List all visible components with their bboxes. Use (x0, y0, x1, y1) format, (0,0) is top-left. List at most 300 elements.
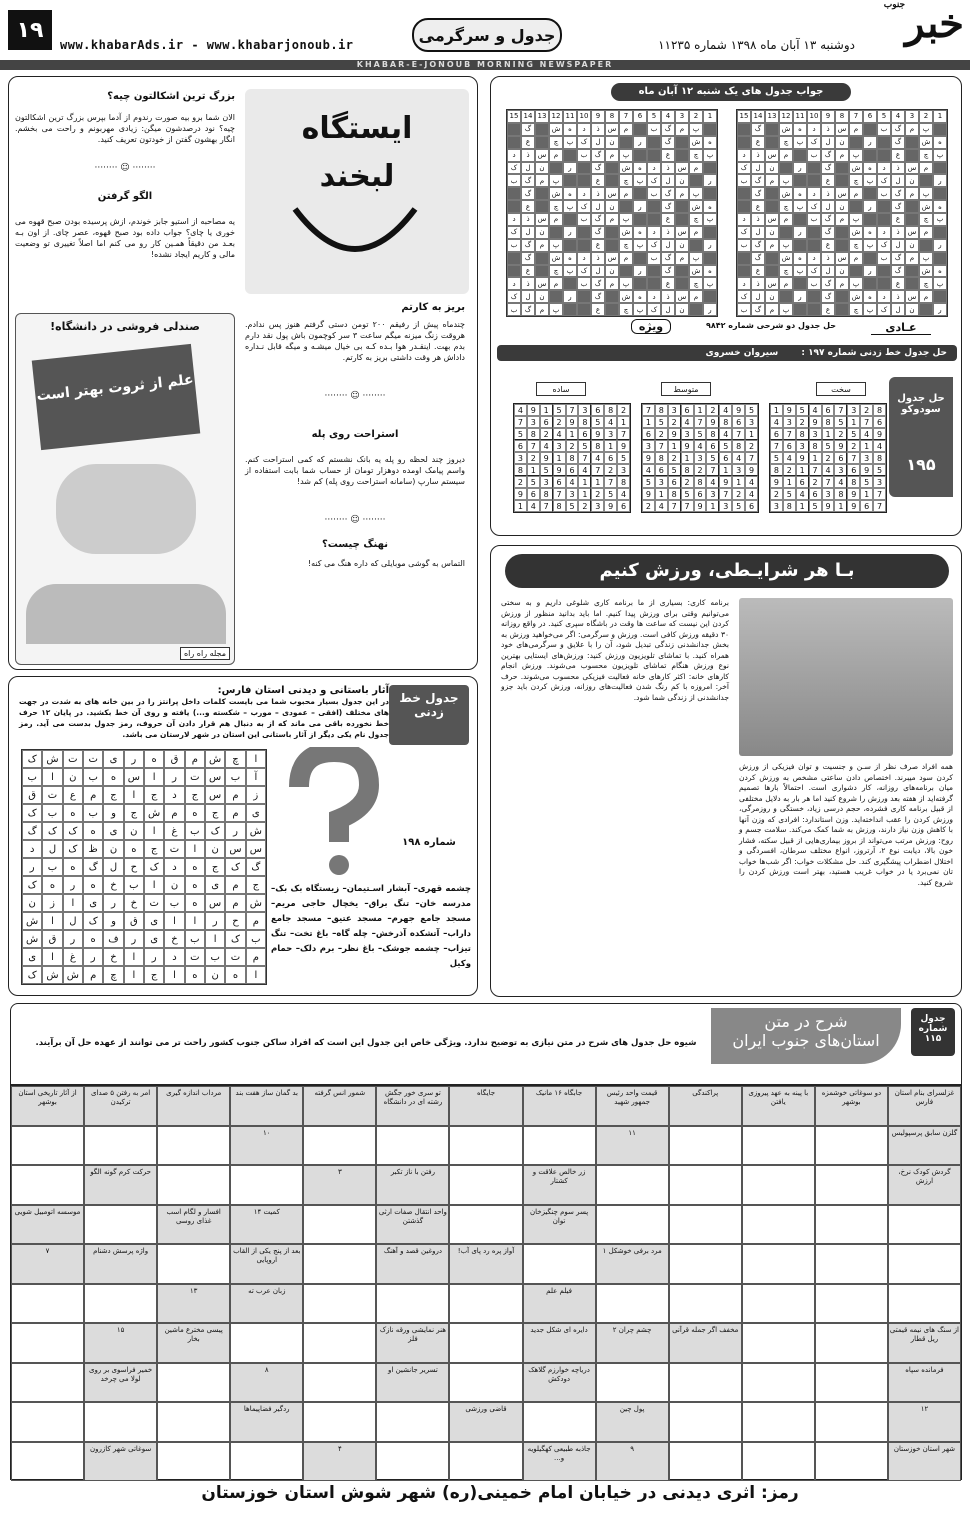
wordsearch-cell[interactable]: ه (42, 876, 62, 894)
sudoku-cell[interactable]: 7 (681, 500, 694, 512)
wordsearch-cell[interactable]: ک (205, 822, 225, 840)
sudoku-cell[interactable]: 8 (578, 416, 591, 428)
sudoku-cell[interactable]: 7 (527, 440, 540, 452)
wordsearch-cell[interactable]: ر (164, 768, 184, 786)
wordsearch-cell[interactable]: ر (103, 894, 123, 912)
sudoku-cell[interactable]: 6 (514, 440, 527, 452)
crossword-cell[interactable] (303, 1284, 376, 1324)
sudoku-cell[interactable]: 7 (706, 464, 719, 476)
sudoku-cell[interactable]: 7 (745, 452, 758, 464)
crossword-cell[interactable] (157, 1442, 230, 1482)
wordsearch-cell[interactable]: ق (22, 786, 42, 804)
wordsearch-cell[interactable]: ج (246, 876, 266, 894)
sudoku-cell[interactable]: 3 (809, 428, 822, 440)
sudoku-cell[interactable]: 2 (783, 464, 796, 476)
wordsearch-cell[interactable]: م (83, 966, 103, 984)
wordsearch-cell[interactable]: ا (42, 948, 62, 966)
crossword-cell[interactable] (596, 1284, 669, 1324)
sudoku-cell[interactable]: 8 (694, 476, 707, 488)
crossword-cell[interactable] (230, 1323, 303, 1363)
wordsearch-cell[interactable]: ک (225, 930, 245, 948)
sudoku-cell[interactable]: 3 (566, 488, 579, 500)
sudoku-cell[interactable]: 9 (514, 488, 527, 500)
crossword-cell[interactable] (742, 1402, 815, 1442)
sudoku-cell[interactable]: 3 (578, 404, 591, 416)
sudoku-cell[interactable]: 8 (706, 428, 719, 440)
sudoku-cell[interactable]: 9 (642, 488, 655, 500)
sudoku-cell[interactable]: 4 (732, 452, 745, 464)
sudoku-cell[interactable]: 6 (745, 500, 758, 512)
crossword-cell[interactable] (449, 1205, 522, 1245)
crossword-cell[interactable] (596, 1363, 669, 1403)
sudoku-cell[interactable]: 4 (540, 440, 553, 452)
sudoku-cell[interactable]: 2 (822, 452, 835, 464)
sudoku-cell[interactable]: 4 (578, 464, 591, 476)
wordsearch-cell[interactable]: ه (185, 894, 205, 912)
wordsearch-cell[interactable]: ب (124, 876, 144, 894)
crossword-cell[interactable] (157, 1165, 230, 1205)
wordsearch-cell[interactable]: ه (63, 804, 83, 822)
sudoku-cell[interactable]: 6 (847, 464, 860, 476)
sudoku-cell[interactable]: 6 (694, 488, 707, 500)
wordsearch-cell[interactable]: ا (124, 948, 144, 966)
wordsearch-cell[interactable]: ا (164, 912, 184, 930)
crossword-cell[interactable] (596, 1165, 669, 1205)
wordsearch-cell[interactable]: خ (103, 876, 123, 894)
sudoku-cell[interactable]: 1 (860, 440, 873, 452)
wordsearch-cell[interactable]: د (22, 840, 42, 858)
crossword-cell[interactable] (376, 1126, 449, 1166)
wordsearch-cell[interactable]: ل (42, 840, 62, 858)
wordsearch-cell[interactable]: ک (225, 858, 245, 876)
wordsearch-cell[interactable]: ت (185, 948, 205, 966)
wordsearch-cell[interactable]: ه (63, 858, 83, 876)
wordsearch-cell[interactable]: ش (246, 894, 266, 912)
sudoku-cell[interactable]: 5 (655, 416, 668, 428)
sudoku-cell[interactable]: 2 (578, 500, 591, 512)
sudoku-cell[interactable]: 7 (732, 428, 745, 440)
sudoku-cell[interactable]: 3 (719, 500, 732, 512)
wordsearch-cell[interactable]: ش (63, 966, 83, 984)
websites[interactable]: www.khabarAds.ir - www.khabarjonoub.ir (60, 38, 354, 52)
crossword-cell[interactable] (815, 1363, 888, 1403)
sudoku-cell[interactable]: 3 (540, 476, 553, 488)
sudoku-cell[interactable]: 8 (847, 476, 860, 488)
crossword-cell[interactable] (742, 1165, 815, 1205)
sudoku-cell[interactable]: 1 (809, 452, 822, 464)
sudoku-cell[interactable]: 8 (809, 440, 822, 452)
sudoku-cell[interactable]: 4 (834, 476, 847, 488)
wordsearch-cell[interactable]: ب (83, 768, 103, 786)
sudoku-cell[interactable]: 7 (873, 500, 886, 512)
sudoku-cell[interactable]: 2 (732, 488, 745, 500)
sudoku-cell[interactable]: 6 (834, 452, 847, 464)
wordsearch-cell[interactable]: ک (83, 912, 103, 930)
crossword-cell[interactable] (669, 1402, 742, 1442)
sudoku-cell[interactable]: 9 (809, 416, 822, 428)
sudoku-cell[interactable]: 9 (732, 404, 745, 416)
sudoku-cell[interactable]: 1 (604, 440, 617, 452)
wordsearch-cell[interactable]: ب (205, 948, 225, 966)
crossword-cell[interactable] (11, 1442, 84, 1482)
crossword-cell[interactable] (303, 1126, 376, 1166)
sudoku-cell[interactable]: 6 (617, 500, 630, 512)
sudoku-cell[interactable]: 2 (553, 416, 566, 428)
sudoku-cell[interactable]: 3 (796, 440, 809, 452)
wordsearch-cell[interactable]: ب (42, 804, 62, 822)
crossword-cell[interactable] (669, 1442, 742, 1482)
sudoku-cell[interactable]: 5 (719, 440, 732, 452)
sudoku-cell[interactable]: 9 (783, 404, 796, 416)
wordsearch-cell[interactable]: ی (144, 912, 164, 930)
crossword-cell[interactable] (596, 1205, 669, 1245)
wordsearch-cell[interactable]: ر (124, 930, 144, 948)
wordsearch-cell[interactable]: م (225, 876, 245, 894)
sudoku-cell[interactable]: 8 (655, 452, 668, 464)
crossword-cell[interactable] (523, 1402, 596, 1442)
sudoku-cell[interactable]: 3 (553, 440, 566, 452)
sudoku-cell[interactable]: 7 (860, 416, 873, 428)
sudoku-cell[interactable]: 9 (770, 476, 783, 488)
sudoku-cell[interactable]: 7 (617, 428, 630, 440)
sudoku-cell[interactable]: 8 (655, 404, 668, 416)
wordsearch-cell[interactable]: ل (63, 912, 83, 930)
sudoku-cell[interactable]: 1 (783, 476, 796, 488)
sudoku-cell[interactable]: 5 (540, 464, 553, 476)
sudoku-cell[interactable]: 1 (591, 476, 604, 488)
sudoku-cell[interactable]: 5 (553, 404, 566, 416)
sudoku-cell[interactable]: 7 (642, 404, 655, 416)
wordsearch-cell[interactable]: و (103, 804, 123, 822)
crossword-cell[interactable] (449, 1126, 522, 1166)
sudoku-cell[interactable]: 8 (668, 488, 681, 500)
crossword-cell[interactable] (449, 1442, 522, 1482)
wordsearch-cell[interactable]: ش (205, 750, 225, 768)
sudoku-cell[interactable]: 8 (681, 464, 694, 476)
sudoku-cell[interactable]: 8 (822, 416, 835, 428)
sudoku-cell[interactable]: 7 (566, 404, 579, 416)
sudoku-cell[interactable]: 4 (745, 488, 758, 500)
wordsearch-cell[interactable]: آ (246, 768, 266, 786)
sudoku-cell[interactable]: 2 (809, 476, 822, 488)
sudoku-cell[interactable]: 1 (655, 488, 668, 500)
sudoku-cell[interactable]: 2 (860, 404, 873, 416)
wordsearch-cell[interactable]: ج (144, 966, 164, 984)
wordsearch-cell[interactable]: ش (144, 804, 164, 822)
sudoku-cell[interactable]: 4 (681, 416, 694, 428)
wordsearch-cell[interactable]: م (225, 786, 245, 804)
sudoku-cell[interactable]: 7 (847, 452, 860, 464)
sudoku-cell[interactable]: 2 (668, 452, 681, 464)
wordsearch-cell[interactable]: ب (225, 768, 245, 786)
crossword-cell[interactable] (11, 1284, 84, 1324)
crossword-cell[interactable] (303, 1244, 376, 1284)
wordsearch-cell[interactable]: ه (83, 822, 103, 840)
sudoku-cell[interactable]: 3 (604, 428, 617, 440)
wordsearch-cell[interactable]: ر (83, 948, 103, 966)
wordsearch-cell[interactable]: ا (42, 768, 62, 786)
wordsearch-cell[interactable]: ک (63, 840, 83, 858)
crossword-cell[interactable] (669, 1244, 742, 1284)
wordsearch-cell[interactable]: ا (63, 894, 83, 912)
crossword-cell[interactable] (742, 1205, 815, 1245)
sudoku-cell[interactable]: 8 (527, 428, 540, 440)
sudoku-cell[interactable]: 6 (591, 404, 604, 416)
sudoku-cell[interactable]: 3 (617, 464, 630, 476)
crossword-cell[interactable] (84, 1205, 157, 1245)
sudoku-cell[interactable]: 7 (809, 464, 822, 476)
sudoku-cell[interactable]: 3 (847, 404, 860, 416)
sudoku-cell[interactable]: 9 (847, 500, 860, 512)
wordsearch-cell[interactable]: ر (22, 858, 42, 876)
wordsearch-cell[interactable]: ک (42, 822, 62, 840)
wordsearch-cell[interactable]: ا (185, 840, 205, 858)
sudoku-cell[interactable]: 8 (617, 476, 630, 488)
wordsearch-cell[interactable]: ن (103, 840, 123, 858)
sudoku-cell[interactable]: 2 (655, 428, 668, 440)
wordsearch-cell[interactable]: ن (22, 894, 42, 912)
wordsearch-cell[interactable]: ا (246, 750, 266, 768)
sudoku-cell[interactable]: 4 (694, 440, 707, 452)
crossword-cell[interactable] (376, 1284, 449, 1324)
wordsearch-cell[interactable]: ج (144, 786, 164, 804)
wordsearch-cell[interactable]: ح (225, 912, 245, 930)
crossword-cell[interactable] (157, 1363, 230, 1403)
sudoku-cell[interactable]: 7 (604, 476, 617, 488)
sudoku-cell[interactable]: 8 (604, 404, 617, 416)
sudoku-cell[interactable]: 8 (732, 440, 745, 452)
wordsearch-cell[interactable]: چ (103, 966, 123, 984)
sudoku-cell[interactable]: 6 (860, 500, 873, 512)
wordsearch-cell[interactable]: ی (246, 804, 266, 822)
wordsearch-cell[interactable]: ه (185, 804, 205, 822)
sudoku-cell[interactable]: 6 (783, 440, 796, 452)
wordsearch-cell[interactable]: ا (124, 786, 144, 804)
wordsearch-cell[interactable]: ح (124, 858, 144, 876)
sudoku-cell[interactable]: 7 (783, 428, 796, 440)
sudoku-cell[interactable]: 1 (860, 488, 873, 500)
crossword-cell[interactable] (669, 1126, 742, 1166)
sudoku-cell[interactable]: 5 (809, 500, 822, 512)
sudoku-cell[interactable]: 2 (604, 464, 617, 476)
wordsearch-cell[interactable]: ه (185, 876, 205, 894)
crossword-cell[interactable] (449, 1323, 522, 1363)
sudoku-cell[interactable]: 1 (527, 464, 540, 476)
wordsearch-cell[interactable]: ز (246, 786, 266, 804)
sudoku-cell[interactable]: 9 (566, 416, 579, 428)
wordsearch-cell[interactable]: ی (103, 750, 123, 768)
sudoku-cell[interactable]: 9 (860, 464, 873, 476)
sudoku-cell[interactable]: 3 (732, 464, 745, 476)
sudoku-cell[interactable]: 4 (591, 452, 604, 464)
crossword-cell[interactable] (742, 1363, 815, 1403)
sudoku-cell[interactable]: 7 (655, 440, 668, 452)
sudoku-cell[interactable]: 4 (745, 476, 758, 488)
wordsearch-cell[interactable]: ل (103, 858, 123, 876)
sudoku-cell[interactable]: 5 (706, 452, 719, 464)
crossword-cell[interactable] (815, 1323, 888, 1363)
sudoku-cell[interactable]: 7 (591, 464, 604, 476)
wordsearch-cell[interactable]: گ (22, 822, 42, 840)
wordsearch-cell[interactable]: ک (22, 750, 42, 768)
wordsearch-cell[interactable]: ج (124, 804, 144, 822)
sudoku-cell[interactable]: 4 (796, 488, 809, 500)
sudoku-cell[interactable]: 5 (745, 404, 758, 416)
crossword-cell[interactable] (742, 1323, 815, 1363)
sudoku-cell[interactable]: 7 (719, 488, 732, 500)
wordsearch-cell[interactable]: ه (83, 876, 103, 894)
crossword-cell[interactable] (303, 1363, 376, 1403)
sudoku-cell[interactable]: 2 (770, 488, 783, 500)
crossword-cell[interactable] (669, 1284, 742, 1324)
sudoku-cell[interactable]: 5 (668, 464, 681, 476)
wordsearch-cell[interactable]: ا (144, 876, 164, 894)
wordsearch-cell[interactable]: ن (124, 822, 144, 840)
wordsearch-cell[interactable]: ق (164, 750, 184, 768)
sudoku-cell[interactable]: 1 (668, 440, 681, 452)
crossword-cell[interactable] (815, 1165, 888, 1205)
wordsearch-cell[interactable]: م (246, 948, 266, 966)
sudoku-cell[interactable]: 6 (540, 416, 553, 428)
wordsearch-cell[interactable]: ج (205, 858, 225, 876)
sudoku-cell[interactable]: 6 (578, 428, 591, 440)
crossword-cell[interactable] (376, 1442, 449, 1482)
sudoku-cell[interactable]: 9 (822, 500, 835, 512)
sudoku-cell[interactable]: 8 (540, 488, 553, 500)
sudoku-cell[interactable]: 6 (566, 464, 579, 476)
sudoku-cell[interactable]: 2 (694, 464, 707, 476)
sudoku-cell[interactable]: 9 (745, 464, 758, 476)
sudoku-cell[interactable]: 4 (783, 452, 796, 464)
crossword-cell[interactable] (815, 1284, 888, 1324)
sudoku-cell[interactable]: 5 (873, 464, 886, 476)
sudoku-cell[interactable]: 6 (668, 476, 681, 488)
crossword-cell[interactable] (815, 1205, 888, 1245)
sudoku-cell[interactable]: 9 (668, 428, 681, 440)
wordsearch-cell[interactable]: ت (144, 894, 164, 912)
sudoku-cell[interactable]: 4 (822, 464, 835, 476)
sudoku-cell[interactable]: 5 (860, 476, 873, 488)
sudoku-cell[interactable]: 4 (514, 404, 527, 416)
sudoku-cell[interactable]: 4 (655, 500, 668, 512)
sudoku-cell[interactable]: 5 (514, 428, 527, 440)
sudoku-cell[interactable]: 9 (719, 476, 732, 488)
crossword-cell[interactable] (157, 1244, 230, 1284)
wordsearch-cell[interactable]: ج (185, 786, 205, 804)
wordsearch-cell[interactable]: س (246, 840, 266, 858)
sudoku-cell[interactable]: 9 (642, 452, 655, 464)
sudoku-cell[interactable]: 4 (719, 404, 732, 416)
crossword-cell[interactable] (449, 1284, 522, 1324)
sudoku-cell[interactable]: 9 (694, 500, 707, 512)
crossword-cell[interactable] (303, 1205, 376, 1245)
sudoku-cell[interactable]: 8 (783, 500, 796, 512)
wordsearch-cell[interactable]: م (246, 912, 266, 930)
wordsearch-cell[interactable]: ه (144, 750, 164, 768)
sudoku-cell[interactable]: 6 (822, 404, 835, 416)
sudoku-cell[interactable]: 7 (668, 500, 681, 512)
wordsearch-cell[interactable]: ا (42, 912, 62, 930)
wordsearch-cell[interactable]: چ (225, 750, 245, 768)
sudoku-cell[interactable]: 4 (873, 440, 886, 452)
sudoku-cell[interactable]: 3 (681, 428, 694, 440)
sudoku-cell[interactable]: 2 (847, 440, 860, 452)
sudoku-cell[interactable]: 1 (796, 500, 809, 512)
sudoku-cell[interactable]: 6 (732, 416, 745, 428)
crossword-cell[interactable] (669, 1205, 742, 1245)
sudoku-cell[interactable]: 3 (655, 476, 668, 488)
wordsearch-cell[interactable]: ی (22, 948, 42, 966)
wordsearch-cell[interactable]: ا (246, 966, 266, 984)
sudoku-cell[interactable]: 4 (617, 488, 630, 500)
wordsearch-cell[interactable]: م (185, 750, 205, 768)
wordsearch-cell[interactable]: ه (103, 768, 123, 786)
wordsearch-cell[interactable]: ن (205, 966, 225, 984)
wordsearch-cell[interactable]: ن (63, 768, 83, 786)
sudoku-cell[interactable]: 9 (540, 452, 553, 464)
wordsearch-cell[interactable]: ه (124, 840, 144, 858)
wordsearch-cell[interactable]: ی (83, 894, 103, 912)
sudoku-cell[interactable]: 2 (591, 488, 604, 500)
wordsearch-cell[interactable]: ا (164, 966, 184, 984)
sudoku-cell[interactable]: 1 (706, 500, 719, 512)
sudoku-cell[interactable]: 1 (681, 452, 694, 464)
crossword-cell[interactable] (523, 1126, 596, 1166)
wordsearch-cell[interactable]: ش (42, 750, 62, 768)
sudoku-cell[interactable]: 2 (566, 440, 579, 452)
sudoku-cell[interactable]: 3 (834, 464, 847, 476)
sudoku-cell[interactable]: 8 (834, 488, 847, 500)
sudoku-cell[interactable]: 2 (706, 404, 719, 416)
crossword-cell[interactable] (742, 1244, 815, 1284)
sudoku-cell[interactable]: 8 (873, 404, 886, 416)
sudoku-cell[interactable]: 4 (719, 428, 732, 440)
sudoku-cell[interactable]: 1 (847, 416, 860, 428)
wordsearch-cell[interactable]: ق (42, 930, 62, 948)
sudoku-cell[interactable]: 2 (514, 476, 527, 488)
crossword-cell[interactable] (230, 1165, 303, 1205)
sudoku-cell[interactable]: 1 (642, 416, 655, 428)
sudoku-cell[interactable]: 1 (578, 488, 591, 500)
wordsearch-cell[interactable]: ت (164, 840, 184, 858)
sudoku-cell[interactable]: 9 (617, 440, 630, 452)
sudoku-cell[interactable]: 5 (617, 452, 630, 464)
crossword-cell[interactable] (84, 1126, 157, 1166)
sudoku-cell[interactable]: 7 (770, 440, 783, 452)
sudoku-cell[interactable]: 1 (745, 428, 758, 440)
wordsearch-cell[interactable]: خ (164, 930, 184, 948)
wordsearch-cell[interactable]: م (225, 894, 245, 912)
wordsearch-cell[interactable]: س (124, 768, 144, 786)
sudoku-cell[interactable]: 4 (604, 416, 617, 428)
wordsearch-cell[interactable]: گ (246, 858, 266, 876)
sudoku-cell[interactable]: 6 (796, 476, 809, 488)
sudoku-cell[interactable]: 7 (694, 416, 707, 428)
crossword-cell[interactable] (11, 1402, 84, 1442)
crossword-cell[interactable] (815, 1442, 888, 1482)
wordsearch-cell[interactable]: ک (22, 804, 42, 822)
sudoku-cell[interactable]: 9 (681, 440, 694, 452)
wordsearch-cell[interactable]: ر (124, 750, 144, 768)
sudoku-cell[interactable]: 4 (566, 476, 579, 488)
sudoku-cell[interactable]: 5 (770, 452, 783, 464)
sudoku-cell[interactable]: 7 (540, 500, 553, 512)
sudoku-cell[interactable]: 1 (540, 404, 553, 416)
sudoku-cell[interactable]: 4 (860, 428, 873, 440)
sudoku-cell[interactable]: 7 (553, 488, 566, 500)
wordsearch-cell[interactable]: ر (63, 876, 83, 894)
sudoku-cell[interactable]: 6 (553, 476, 566, 488)
